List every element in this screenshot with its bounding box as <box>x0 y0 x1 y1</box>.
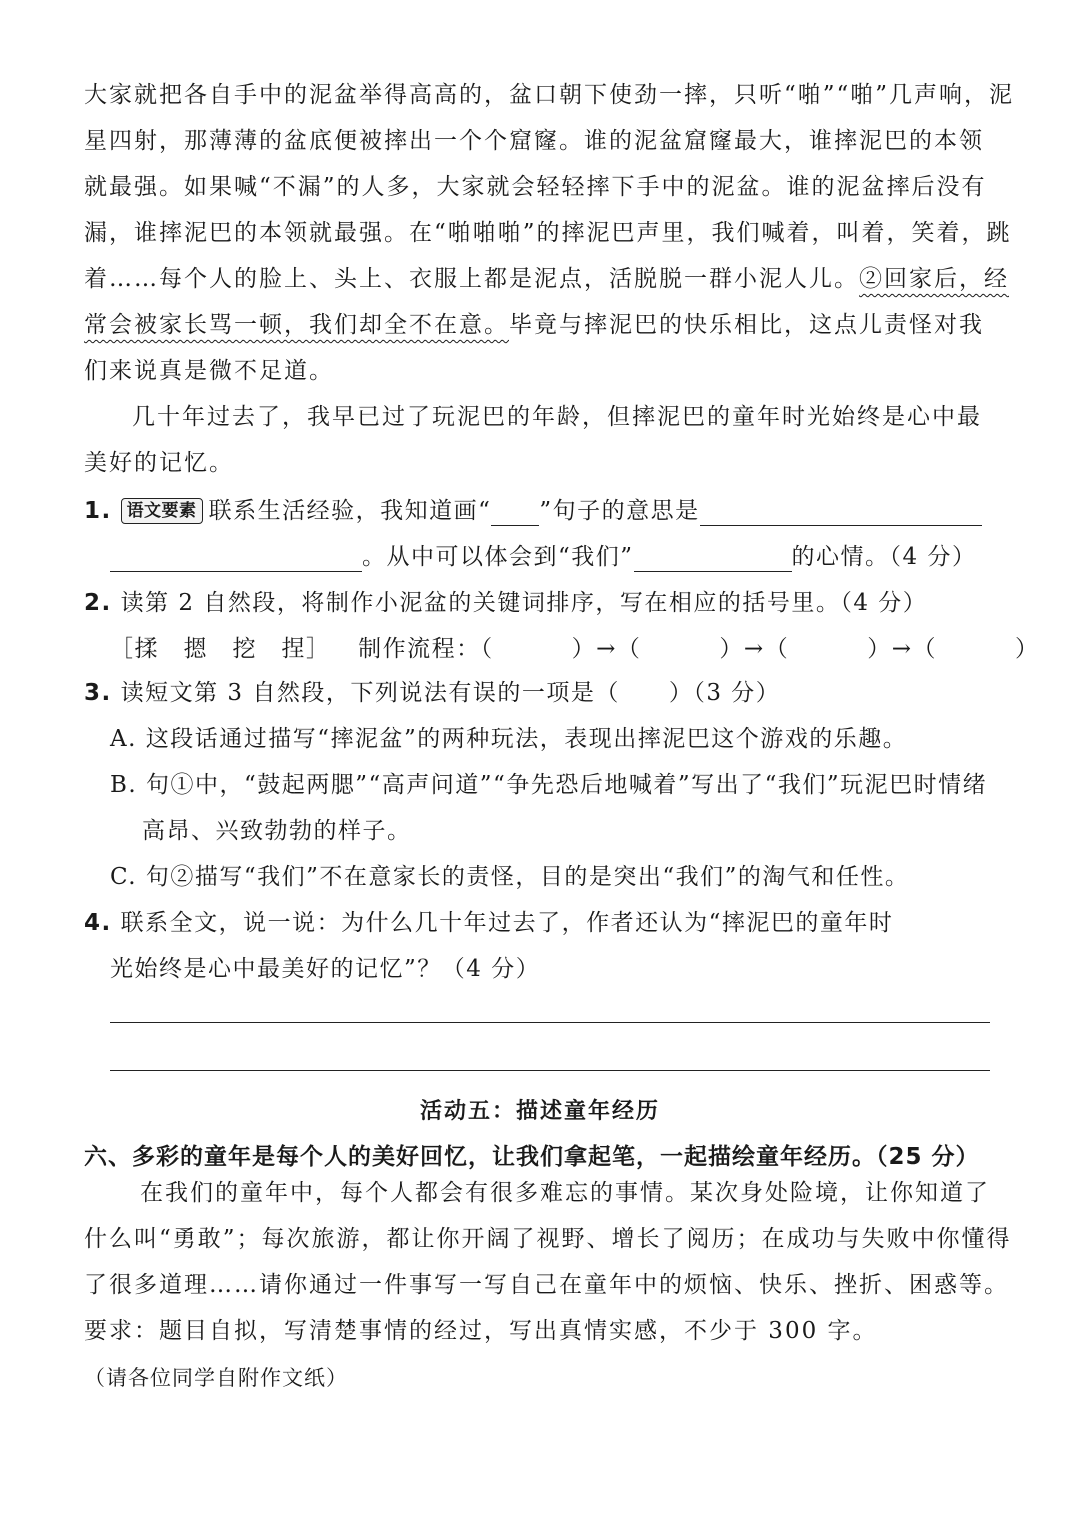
answer-blank[interactable] <box>700 497 982 526</box>
question-number: 2. <box>84 590 112 616</box>
question-number: 1. <box>84 498 112 524</box>
passage-text: 着……每个人的脸上、头上、衣服上都是泥点，活脱脱一群小泥人儿。 <box>84 266 859 292</box>
flow-label: 制作流程： <box>358 636 481 662</box>
paren-open: （ <box>764 636 790 662</box>
paren-open: （ <box>480 636 494 662</box>
question-3 <box>84 670 780 716</box>
passage-line <box>84 302 1004 348</box>
marked-sentence-part: 常会被家长骂一顿，我们却全不在意。 <box>84 312 509 338</box>
question-text: 读短文第 3 自然段，下列说法有误的一项是（ ）（3 分） <box>120 680 781 706</box>
arrow-icon: → <box>891 636 913 662</box>
answer-line[interactable] <box>110 1070 990 1071</box>
answer-blank[interactable] <box>491 497 539 526</box>
language-element-tag: 语文要素 <box>121 498 203 524</box>
passage-line: 漏，谁摔泥巴的本领就最强。在“啪啪啪”的摔泥巴声里，我们喊着，叫着，笑着，跳 <box>84 220 1012 246</box>
question-text: ”句子的意思是 <box>539 498 700 524</box>
question-4-line-2: 光始终是心中最美好的记忆”？（4 分） <box>110 956 541 982</box>
keyword-list: ［揉 摁 挖 捏］ <box>110 636 331 662</box>
question-2-flow <box>110 626 1039 672</box>
passage-line: 们来说真是微不足道。 <box>84 358 334 384</box>
question-2 <box>84 580 927 626</box>
paren-close: ） <box>1014 636 1040 662</box>
option-b-continued: 高昂、兴致勃勃的样子。 <box>142 818 412 844</box>
section-title: 六、多彩的童年是每个人的美好回忆，让我们拿起笔，一起描绘童年经历。（25 分） <box>84 1144 980 1170</box>
question-text: 。从中可以体会到“我们” <box>362 544 634 570</box>
question-number: 3. <box>84 680 112 706</box>
question-text: 读第 2 自然段，将制作小泥盆的关键词排序，写在相应的括号里。（4 分） <box>120 590 928 616</box>
paren-close: ） <box>867 636 892 662</box>
note: （请各位同学自附作文纸） <box>84 1366 348 1390</box>
activity-heading: 活动五：描述童年经历 <box>419 1099 660 1124</box>
passage-line: 几十年过去了，我早已过了玩泥巴的年龄，但摔泥巴的童年时光始终是心中最 <box>132 404 982 430</box>
prompt-line: 在我们的童年中，每个人都会有很多难忘的事情。某次身处险境，让你知道了 <box>140 1180 990 1206</box>
passage-line: 星四射，那薄薄的盆底便被摔出一个个窟窿。谁的泥盆窟窿最大，谁摔泥巴的本领 <box>84 128 984 154</box>
option-b[interactable]: B. 句①中，“鼓起两腮”“高声问道”“争先恐后地喊着”写出了“我们”玩泥巴时情绪 <box>110 772 988 798</box>
answer-line[interactable] <box>110 1022 990 1023</box>
question-number: 4. <box>84 910 112 936</box>
passage-line <box>84 256 1009 302</box>
question-1-line-2 <box>110 534 976 580</box>
option-a[interactable]: A. 这段话通过描写“摔泥盆”的两种玩法，表现出摔泥巴这个游戏的乐趣。 <box>110 726 908 752</box>
option-c[interactable]: C. 句②描写“我们”不在意家长的责怪，目的是突出“我们”的淘气和任性。 <box>110 864 910 890</box>
passage-line: 大家就把各自手中的泥盆举得高高的，盆口朝下使劲一摔，只听“啪”“啪”几声响，泥 <box>84 82 1015 108</box>
paren-open: （ <box>616 636 642 662</box>
prompt-line: 了很多道理……请你通过一件事写一写自己在童年中的烦恼、快乐、挫折、困惑等。 <box>84 1272 1009 1298</box>
question-text: 的心情。（4 分） <box>791 544 977 570</box>
passage-line: 就最强。如果喊“不漏”的人多，大家就会轻轻摔下手中的泥盆。谁的泥盆摔后没有 <box>84 174 987 200</box>
passage-text: 毕竟与摔泥巴的快乐相比，这点儿责怪对我 <box>509 312 984 338</box>
answer-blank[interactable] <box>110 543 362 572</box>
prompt-line: 什么叫“勇敢”；每次旅游，都让你开阔了视野、增长了阅历；在成功与失败中你懂得 <box>84 1226 1012 1252</box>
paren-close: ） <box>719 636 744 662</box>
answer-blank[interactable] <box>634 543 792 572</box>
question-4 <box>84 900 893 946</box>
question-text: 联系生活经验，我知道画“ <box>208 498 492 524</box>
passage-line: 美好的记忆。 <box>84 450 234 476</box>
question-text: 联系全文，说一说：为什么几十年过去了，作者还认为“摔泥巴的童年时 <box>120 910 894 936</box>
arrow-icon: → <box>743 636 765 662</box>
marked-sentence-part: ②回家后，经 <box>859 266 1009 292</box>
arrow-icon: → <box>596 636 617 662</box>
prompt-line: 要求：题目自拟，写清楚事情的经过，写出真情实感，不少于 300 字。 <box>84 1318 878 1344</box>
paren-close: ） <box>571 636 597 662</box>
question-1 <box>84 488 982 534</box>
paren-open: （ <box>912 636 937 662</box>
